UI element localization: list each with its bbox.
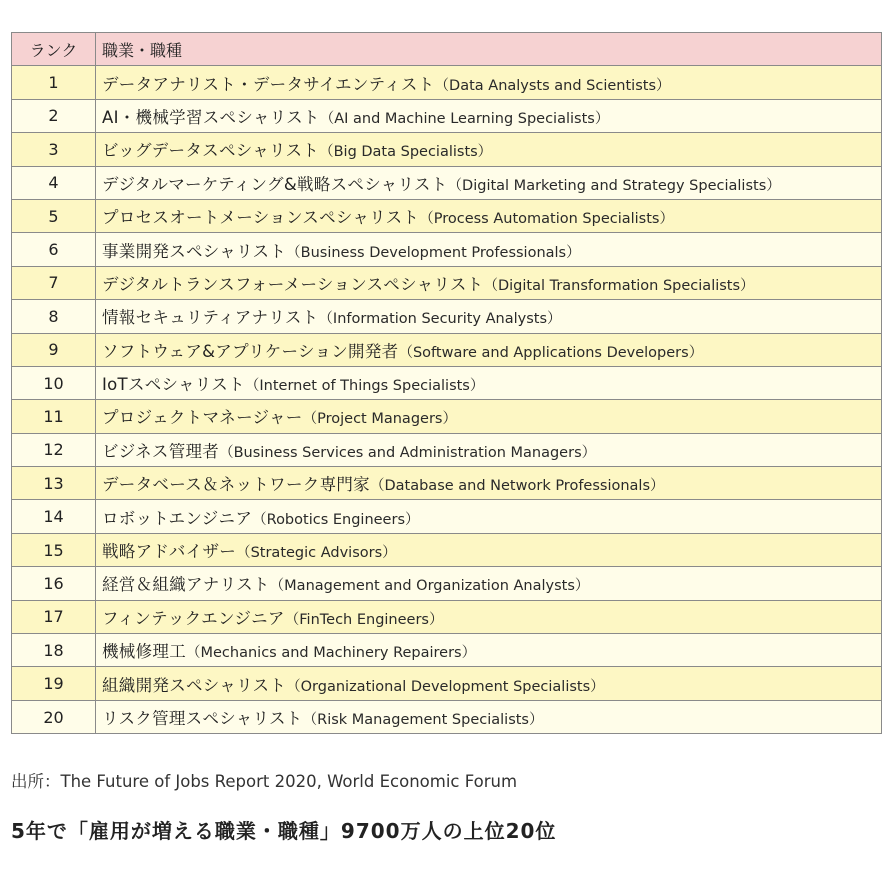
job-cell bbox=[96, 600, 882, 633]
job-cell bbox=[96, 700, 882, 733]
job-name-en: （Business Development Professionals） bbox=[286, 244, 581, 261]
table-row bbox=[12, 300, 882, 333]
job-name-en: （Risk Management Specialists） bbox=[302, 712, 544, 728]
table-row bbox=[12, 533, 882, 566]
job-name-jp: データベース＆ネットワーク専門家 bbox=[102, 475, 370, 495]
job-name-en: （Project Managers） bbox=[302, 411, 457, 428]
job-name-jp: IoTスペシャリスト bbox=[102, 375, 245, 395]
job-name-jp: ビジネス管理者 bbox=[102, 441, 220, 461]
job-name-en: （Software and Applications Developers） bbox=[398, 344, 704, 361]
job-name-en: （Management and Organization Analysts） bbox=[269, 578, 590, 595]
rank-cell: 1 bbox=[12, 66, 96, 99]
table-row bbox=[12, 700, 882, 733]
job-name-jp: AI・機械学習スペシャリスト bbox=[102, 107, 320, 127]
rank-cell: 19 bbox=[12, 667, 96, 700]
rank-cell: 5 bbox=[12, 199, 96, 232]
table-row bbox=[12, 66, 882, 99]
page-caption: 5年で「雇用が増える職業・職種」9700万人の上位20位 bbox=[11, 819, 557, 843]
job-cell bbox=[96, 634, 882, 667]
job-name-en: （AI and Machine Learning Specialists） bbox=[319, 110, 610, 127]
job-name-en: （Data Analysts and Scientists） bbox=[434, 77, 671, 94]
job-name-en: （Business Services and Administration Managers） bbox=[219, 444, 597, 461]
job-name-jp: プロセスオートメーションスペシャリスト bbox=[102, 208, 420, 228]
rank-cell: 17 bbox=[12, 600, 96, 633]
table-row bbox=[12, 266, 882, 299]
rank-cell: 14 bbox=[12, 500, 96, 533]
job-name-en: （Mechanics and Machinery Repairers） bbox=[186, 645, 477, 662]
rank-cell: 18 bbox=[12, 634, 96, 667]
job-cell bbox=[96, 133, 882, 166]
table-header-row bbox=[12, 33, 882, 66]
table-row bbox=[12, 567, 882, 600]
job-cell bbox=[96, 400, 882, 433]
job-name-jp: 情報セキュリティアナリスト bbox=[102, 308, 319, 328]
job-cell bbox=[96, 667, 882, 700]
table-row bbox=[12, 233, 882, 266]
rank-cell: 11 bbox=[12, 400, 96, 433]
job-name-en: （Digital Marketing and Strategy Specialists） bbox=[447, 177, 781, 194]
rank-cell: 2 bbox=[12, 99, 96, 132]
table-row bbox=[12, 467, 882, 500]
job-cell bbox=[96, 99, 882, 132]
job-name-jp: デジタルマーケティング&戦略スペシャリスト bbox=[102, 174, 448, 194]
table-row bbox=[12, 433, 882, 466]
job-name-jp: ソフトウェア&アプリケーション開発者 bbox=[102, 341, 399, 361]
job-cell bbox=[96, 366, 882, 399]
rank-cell: 16 bbox=[12, 567, 96, 600]
rank-cell: 7 bbox=[12, 266, 96, 299]
job-name-jp: 組織開発スペシャリスト bbox=[102, 675, 287, 695]
job-cell bbox=[96, 333, 882, 366]
table-row bbox=[12, 634, 882, 667]
table-row bbox=[12, 199, 882, 232]
jobs-ranking-table bbox=[11, 32, 882, 734]
job-cell bbox=[96, 166, 882, 199]
job-name-en: （Robotics Engineers） bbox=[252, 511, 420, 528]
job-name-en: （Internet of Things Specialists） bbox=[244, 378, 485, 395]
rank-cell: 13 bbox=[12, 467, 96, 500]
rank-cell: 9 bbox=[12, 333, 96, 366]
job-name-en: （Process Automation Specialists） bbox=[419, 211, 674, 228]
job-name-jp: リスク管理スペシャリスト bbox=[102, 709, 303, 728]
table-row bbox=[12, 366, 882, 399]
table-body bbox=[12, 66, 882, 734]
rank-cell: 20 bbox=[12, 700, 96, 733]
rank-cell: 6 bbox=[12, 233, 96, 266]
header-rank: ランク bbox=[12, 33, 96, 66]
job-name-jp: デジタルトランスフォーメーションスペシャリスト bbox=[102, 274, 484, 294]
job-cell bbox=[96, 266, 882, 299]
rank-cell: 8 bbox=[12, 300, 96, 333]
job-name-jp: 戦略アドバイザー bbox=[102, 542, 237, 562]
job-name-en: （Database and Network Professionals） bbox=[369, 478, 665, 495]
job-name-jp: 事業開発スペシャリスト bbox=[102, 241, 287, 261]
job-name-en: （Strategic Advisors） bbox=[236, 545, 397, 562]
table-row bbox=[12, 333, 882, 366]
job-name-jp: データアナリスト・データサイエンティスト bbox=[102, 74, 435, 94]
table-row bbox=[12, 133, 882, 166]
job-cell bbox=[96, 500, 882, 533]
table-row bbox=[12, 500, 882, 533]
rank-cell: 15 bbox=[12, 533, 96, 566]
job-name-jp: フィンテックエンジニア bbox=[102, 608, 285, 628]
job-cell bbox=[96, 199, 882, 232]
job-cell bbox=[96, 467, 882, 500]
job-name-en: （Big Data Specialists） bbox=[319, 144, 493, 161]
job-cell bbox=[96, 300, 882, 333]
table-row bbox=[12, 99, 882, 132]
job-name-en: （Organizational Development Specialists） bbox=[286, 678, 605, 695]
rank-cell: 12 bbox=[12, 433, 96, 466]
table-row bbox=[12, 166, 882, 199]
job-name-en: （Digital Transformation Specialists） bbox=[483, 277, 755, 294]
job-name-jp: プロジェクトマネージャー bbox=[102, 408, 303, 428]
table-row bbox=[12, 400, 882, 433]
job-cell bbox=[96, 433, 882, 466]
source-note: 出所：The Future of Jobs Report 2020, World Economic Forum bbox=[11, 772, 518, 791]
job-cell bbox=[96, 233, 882, 266]
job-name-jp: ロボットエンジニア bbox=[102, 508, 253, 528]
table-row bbox=[12, 667, 882, 700]
job-name-jp: 機械修理工 bbox=[102, 642, 186, 662]
job-name-jp: ビッグデータスペシャリスト bbox=[102, 141, 320, 161]
job-name-jp: 経営＆組織アナリスト bbox=[102, 575, 270, 595]
job-cell bbox=[96, 66, 882, 99]
rank-cell: 4 bbox=[12, 166, 96, 199]
table-row bbox=[12, 600, 882, 633]
header-job: 職業・職種 bbox=[96, 33, 882, 66]
rank-cell: 3 bbox=[12, 133, 96, 166]
job-name-en: （Information Security Analysts） bbox=[318, 311, 562, 328]
rank-cell: 10 bbox=[12, 366, 96, 399]
job-cell bbox=[96, 567, 882, 600]
job-name-en: （FinTech Engineers） bbox=[284, 611, 444, 628]
job-cell bbox=[96, 533, 882, 566]
